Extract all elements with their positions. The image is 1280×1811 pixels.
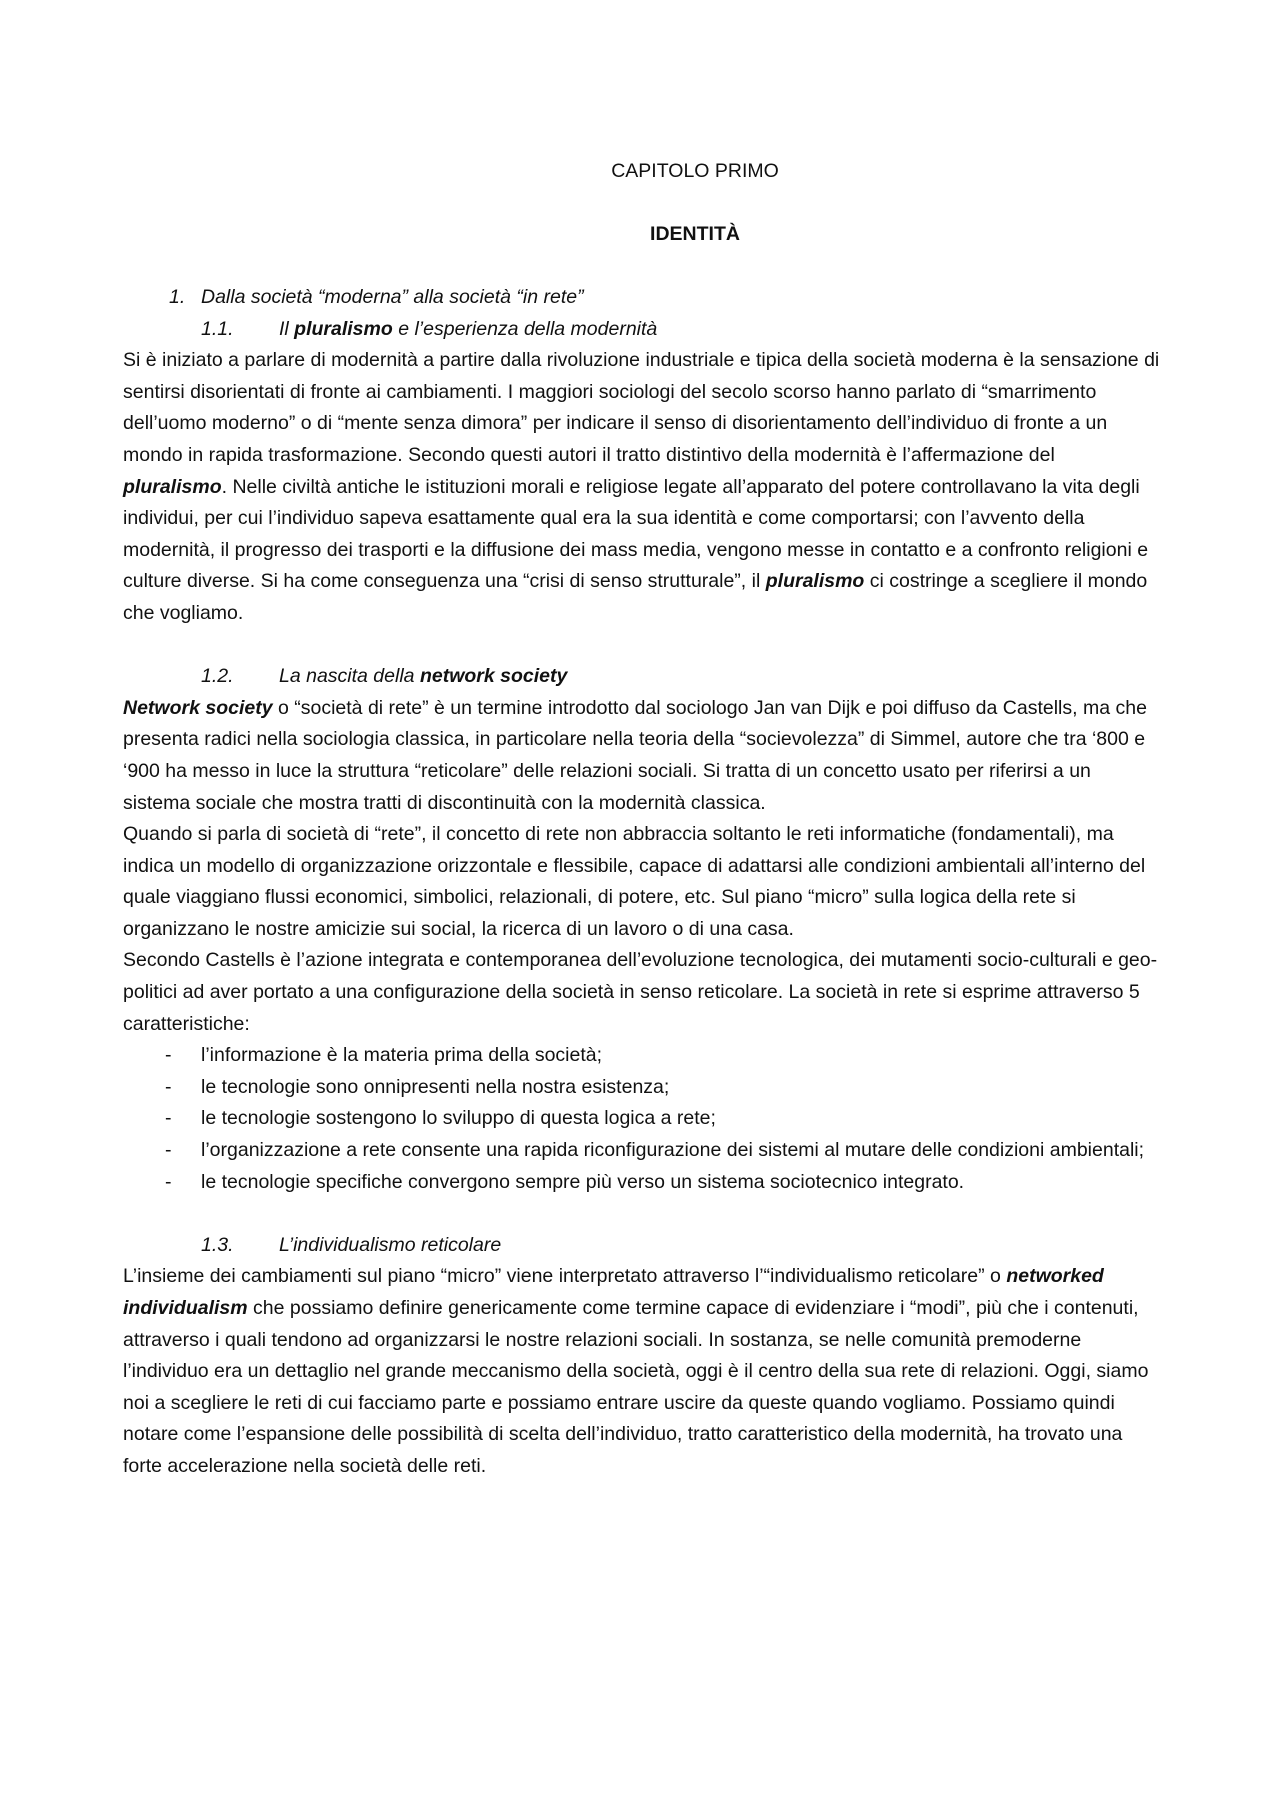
paragraph-castells: Secondo Castells è l’azione integrata e contemporanea dell’evoluzione tecnologica, dei mutamenti socio-culturali e geo-politici ad aver portato a una configurazione della società in senso reticolare. La società in rete si esprime attraverso 5 caratteristiche:	[123, 949, 1158, 1035]
emphasis-term: networked individualism	[123, 1265, 1104, 1319]
document-body	[123, 282, 1163, 1483]
section-number: 1.	[169, 286, 186, 308]
list-item: - le tecnologie specifiche convergono sempre più verso un sistema sociotecnico integrato.	[123, 1167, 1163, 1199]
emphasis-term: pluralismo	[765, 570, 865, 593]
subsection-heading-1-3	[123, 1230, 1163, 1262]
chapter-title: IDENTITÀ	[650, 223, 740, 245]
paragraph-text: Si è iniziato a parlare di modernità a partire dalla rivoluzione industriale e tipica della società moderna è la sensazione di sentirsi disorientati di fronte ai cambiamenti. I maggiori sociologi del secolo scorso hanno parlato di “smarrimento dell’uomo moderno” o di “mente senza dimora” per indicare il senso di disorientamento dell’individuo di fronte a un mondo in rapida trasformazione. Secondo questi autori il tratto distintivo della modernità è l’affermazione del	[123, 349, 1160, 466]
subsection-number: 1.3.	[201, 1233, 234, 1256]
paragraph-rete: Quando si parla di società di “rete”, il concetto di rete non abbraccia soltanto le reti informatiche (fondamentali), ma indica un modello di organizzazione orizzontale e flessibile, capace di adattarsi alle condizioni ambientali all’interno del quale viaggiano flussi economici, simbolici, relazionali, di potere, etc. Sul piano “micro” sulla logica della rete si organizzano le nostre amicizie sui social, la ricerca di un lavoro o di una casa.	[123, 823, 1146, 940]
paragraph-text: ci costringe a scegliere il mondo che vogliamo.	[123, 570, 1148, 624]
subsection-title: L’individualismo reticolare	[279, 1233, 502, 1256]
subsection-title-pre: Il	[279, 317, 295, 340]
paragraph-text: L’insieme dei cambiamenti sul piano “micro” viene interpretato attraverso l’“individualismo reticolare” o	[123, 1265, 1007, 1288]
subsection-title-bold: pluralismo	[294, 317, 393, 340]
paragraph-networked-individualism	[123, 1261, 1163, 1482]
subsection-number: 1.2.	[201, 665, 234, 688]
section-heading-1	[123, 282, 1163, 314]
subsection-title-post: e l’esperienza della modernità	[392, 317, 658, 340]
list-item: - l’organizzazione a rete consente una rapida riconfigurazione dei sistemi al mutare delle condizioni ambientali;	[123, 1135, 1163, 1167]
section-title: Dalla società “moderna” alla società “in rete”	[201, 286, 584, 308]
list-item: - le tecnologie sostengono lo sviluppo di questa logica a rete;	[123, 1103, 1163, 1135]
emphasis-term: Network society	[123, 696, 273, 719]
paragraph-pluralism	[123, 345, 1163, 629]
subsection-title-bold: network society	[419, 665, 568, 688]
paragraph-text: che possiamo definire genericamente come termine capace di evidenziare i “modi”, più che i contenuti, attraverso i quali tendono ad organizzarsi le nostre relazioni sociali. In sostanza, se nelle comunità premoderne l’individuo era un dettaglio nel grande meccanismo della società, oggi è il centro della sua rete di relazioni. Oggi, siamo noi a scegliere le reti di cui facciamo parte e possiamo entrare uscire da queste quando vogliamo. Possiamo quindi notare come l’espansione delle possibilità di scelta dell’individuo, tratto caratteristico della modernità, ha trovato una forte accelerazione nella società delle reti.	[123, 1297, 1149, 1477]
subsection-heading-1-2	[123, 661, 1163, 693]
list-item: - le tecnologie sono onnipresenti nella nostra esistenza;	[123, 1072, 1163, 1104]
paragraph-text: . Nelle civiltà antiche le istituzioni morali e religiose legate all’apparato del potere controllavano la vita degli individui, per cui l’individuo sapeva esattamente qual era la sua identità e come comportarsi; con l’avvento della modernità, il progresso dei trasporti e la diffusione dei mass media, vengono messe in contatto e a confronto religioni e culture diverse. Si ha come conseguenza una “crisi di senso strutturale”, il	[123, 475, 1149, 593]
subsection-number: 1.1.	[201, 317, 234, 340]
subsection-heading-1-1	[123, 314, 1163, 346]
paragraph-network-society	[123, 693, 1163, 819]
paragraph-text: o “società di rete” è un termine introdotto dal sociologo Jan van Dijk e poi diffuso da Castells, ma che presenta radici nella sociologia classica, in particolare nella teoria della “socievolezza” di Simmel, autore che tra ‘800 e ‘900 ha messo in luce la struttura “reticolare” delle relazioni sociali. Si tratta di un concetto usato per riferirsi a un sistema sociale che mostra tratti di discontinuità con la modernità classica.	[123, 696, 1147, 814]
characteristics-list	[123, 1040, 1163, 1198]
chapter-label: CAPITOLO PRIMO	[611, 160, 779, 182]
list-item: - l’informazione è la materia prima della società;	[123, 1040, 1163, 1072]
subsection-title-pre: La nascita della	[279, 665, 420, 688]
emphasis-term: pluralismo	[123, 475, 222, 498]
